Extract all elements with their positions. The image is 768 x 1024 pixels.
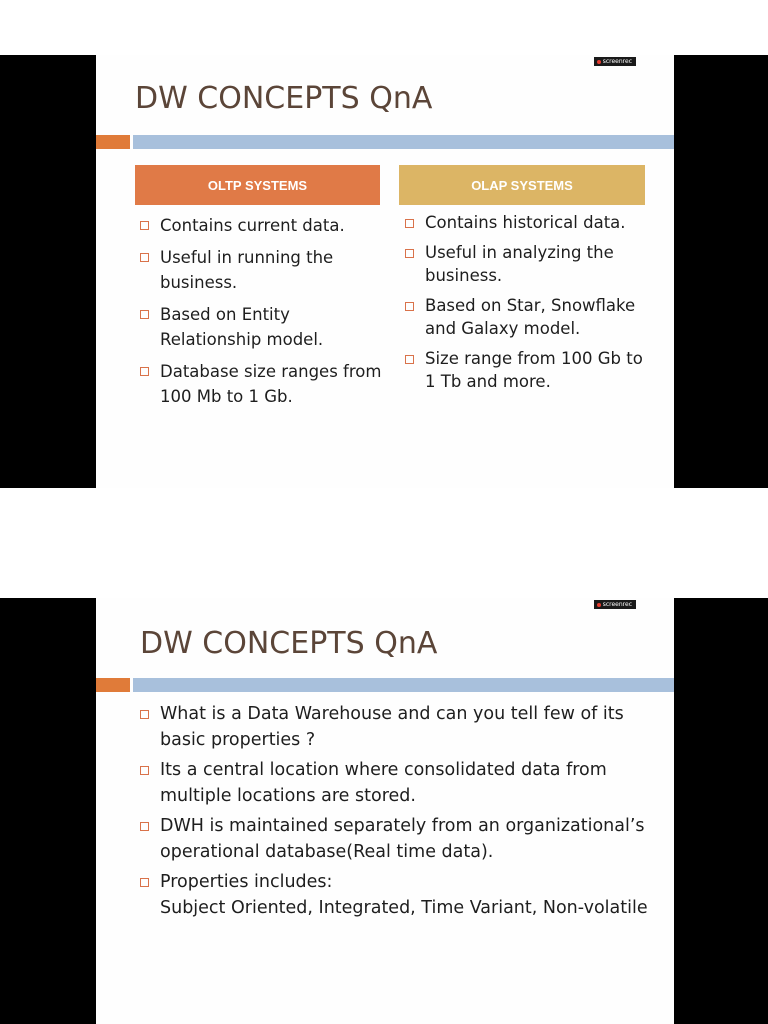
- accent-bar-blue: [133, 135, 674, 149]
- square-bullet-icon: [140, 710, 149, 719]
- slide-frame-2: [0, 598, 768, 1024]
- accent-bar-orange: [96, 678, 130, 692]
- olap-header: OLAP SYSTEMS: [399, 165, 645, 205]
- oltp-list: [140, 213, 385, 416]
- list-item-text: Based on Star, Snowflake and Galaxy model.: [425, 295, 636, 338]
- recorder-badge-label: screenrec: [602, 58, 632, 65]
- list-item: [405, 241, 650, 288]
- slide-title: DW CONCEPTS QnA: [140, 626, 438, 661]
- oltp-header: OLTP SYSTEMS: [135, 165, 380, 205]
- olap-list: [405, 211, 650, 400]
- list-item: [140, 814, 650, 865]
- list-item-text: What is a Data Warehouse and can you tell few of its basic properties ?: [160, 704, 624, 750]
- square-bullet-icon: [140, 310, 149, 319]
- square-bullet-icon: [405, 219, 414, 228]
- square-bullet-icon: [405, 302, 414, 311]
- recorder-badge: [594, 600, 636, 609]
- accent-bar-orange: [96, 135, 130, 149]
- square-bullet-icon: [140, 367, 149, 376]
- list-item-text: Size range from 100 Gb to 1 Tb and more.: [425, 348, 643, 391]
- list-item-text: Properties includes:: [160, 872, 333, 892]
- square-bullet-icon: [140, 822, 149, 831]
- list-item: [140, 758, 650, 809]
- square-bullet-icon: [140, 766, 149, 775]
- list-item-text: Contains historical data.: [425, 213, 626, 232]
- list-item: [140, 870, 650, 921]
- square-bullet-icon: [405, 355, 414, 364]
- qna-list: [140, 702, 650, 926]
- accent-bar-blue: [133, 678, 674, 692]
- record-dot-icon: [597, 60, 601, 64]
- list-item: [405, 347, 650, 394]
- list-item: [405, 211, 650, 235]
- list-item-text: Based on Entity Relationship model.: [160, 305, 324, 349]
- list-item-text: Contains current data.: [160, 216, 345, 235]
- recorder-badge: [594, 57, 636, 66]
- list-item-text: DWH is maintained separately from an organizational’s operational database(Real time data).: [160, 816, 645, 862]
- list-item: [140, 302, 385, 352]
- list-item: [140, 213, 385, 238]
- slide-frame-1: [0, 55, 768, 488]
- slide-title: DW CONCEPTS QnA: [135, 81, 433, 116]
- square-bullet-icon: [140, 253, 149, 262]
- list-item: [140, 702, 650, 753]
- square-bullet-icon: [140, 878, 149, 887]
- properties-detail: Subject Oriented, Integrated, Time Variant, Non-volatile: [160, 897, 648, 918]
- recorder-badge-label: screenrec: [602, 601, 632, 608]
- record-dot-icon: [597, 603, 601, 607]
- slide-1: [96, 55, 674, 488]
- square-bullet-icon: [405, 249, 414, 258]
- square-bullet-icon: [140, 221, 149, 230]
- list-item-text: Useful in analyzing the business.: [425, 242, 614, 285]
- list-item: [140, 359, 385, 409]
- list-item: [405, 294, 650, 341]
- list-item: [140, 245, 385, 295]
- slide-2: [96, 598, 674, 1024]
- list-item-text: Database size ranges from 100 Mb to 1 Gb.: [160, 362, 382, 406]
- list-item-text: Its a central location where consolidated data from multiple locations are stored.: [160, 760, 607, 806]
- list-item-text: Useful in running the business.: [160, 248, 334, 292]
